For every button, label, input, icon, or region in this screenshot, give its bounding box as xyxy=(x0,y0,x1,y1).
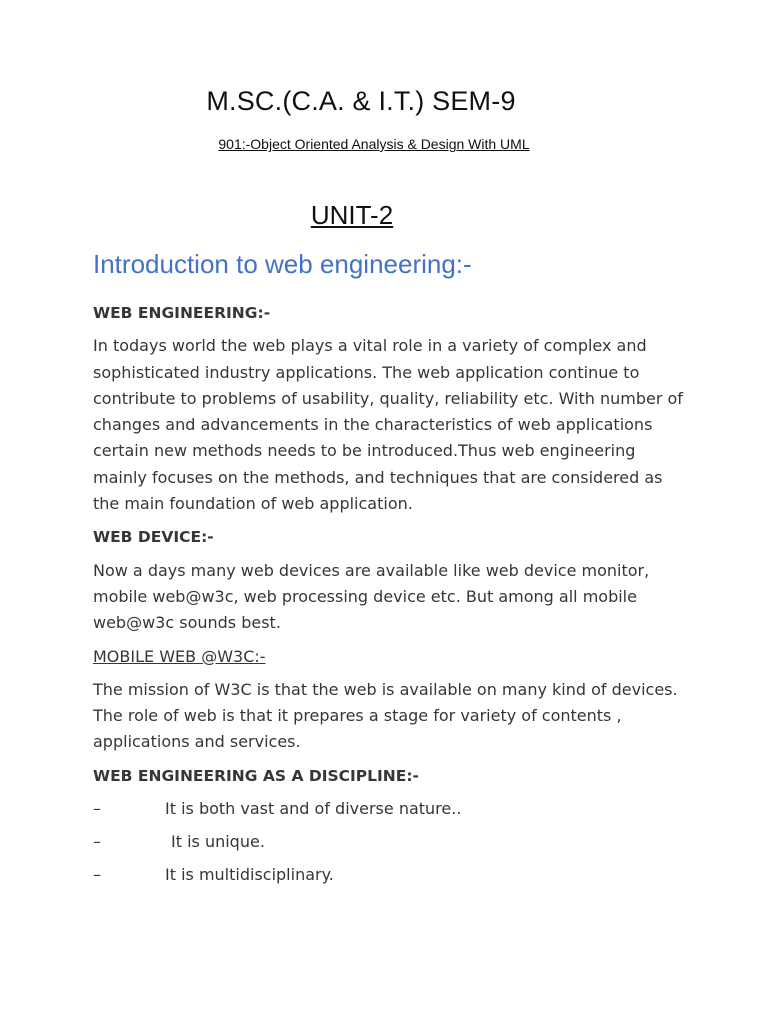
unit-title-text: UNIT-2 xyxy=(310,200,394,230)
subject-title xyxy=(0,136,748,152)
subject-title-text: 901:-Object Oriented Analysis & Design With UML xyxy=(218,136,530,152)
bullet-text: It is multidisciplinary. xyxy=(165,865,334,885)
bullet-dash: – xyxy=(93,865,101,885)
discipline-bullet-item xyxy=(93,796,683,822)
discipline-bullet-item xyxy=(93,829,683,855)
web-device-paragraph: Now a days many web devices are available like web device monitor, mobile web@w3c, web processing device etc. But among all mobile web@w3c sounds best. xyxy=(93,560,650,633)
bullet-text: It is unique. xyxy=(171,832,265,852)
bullet-dash: – xyxy=(93,832,101,852)
web-engineering-paragraph: In todays world the web plays a vital role in a variety of complex and sophisticated industry applications. The web application continue to contribute to problems of usability, quality, reliability etc. With number of changes and advancements in the characteristics of web applications certain new methods needs to be introduced.Thus web engineering mainly focuses on the methods, and techniques that are considered as the main foundation of web application. xyxy=(93,336,683,514)
bullet-dash: – xyxy=(93,799,101,819)
document-body xyxy=(93,300,683,895)
bullet-text: It is both vast and of diverse nature.. xyxy=(165,799,462,819)
discipline-heading: WEB ENGINEERING AS A DISCIPLINE:- xyxy=(93,766,419,785)
intro-heading: Introduction to web engineering:- xyxy=(93,249,472,279)
web-device-heading: WEB DEVICE:- xyxy=(93,528,214,547)
course-title: M.SC.(C.A. & I.T.) SEM-9 xyxy=(206,86,516,116)
web-engineering-heading: WEB ENGINEERING:- xyxy=(93,304,271,322)
unit-title xyxy=(0,200,704,231)
mobile-web-heading: MOBILE WEB @W3C:- xyxy=(93,646,266,666)
mobile-web-paragraph: The mission of W3C is that the web is available on many kind of devices. The role of web is that it prepares a stage for variety of contents , applications and services. xyxy=(93,679,678,752)
discipline-bullet-item xyxy=(93,862,683,888)
